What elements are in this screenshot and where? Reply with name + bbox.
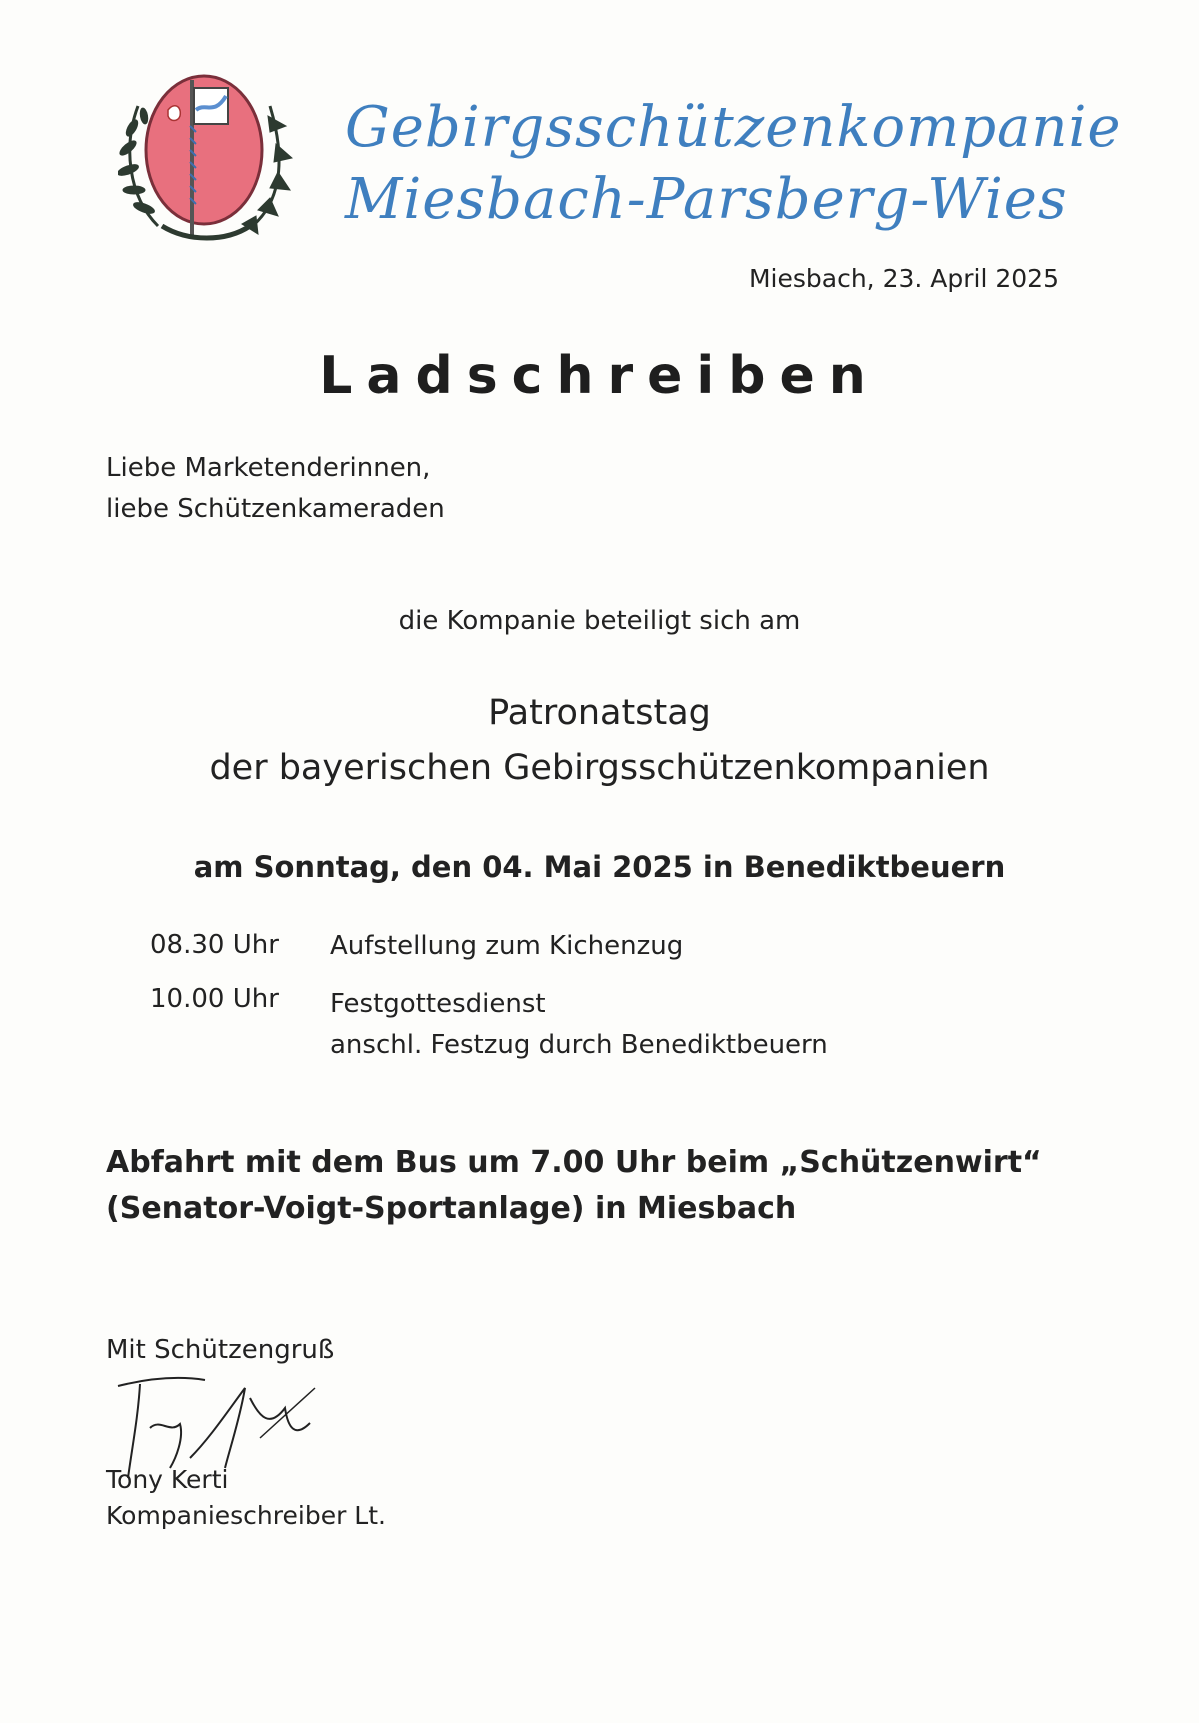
schedule-row xyxy=(150,930,828,962)
signer-role: Kompanieschreiber Lt. xyxy=(106,1501,386,1530)
greeting-line-1: Liebe Marketenderinnen, xyxy=(106,453,431,483)
departure-info xyxy=(106,1140,1042,1232)
signer-name: Tony Kerti xyxy=(106,1465,229,1494)
closing-greeting: Mit Schützengruß xyxy=(106,1335,335,1365)
organization-name xyxy=(345,92,1122,236)
event-name-line-1: Patronatstag xyxy=(488,693,711,733)
departure-line-1: Abfahrt mit dem Bus um 7.00 Uhr beim „Schützenwirt“ xyxy=(106,1145,1042,1180)
schedule-text-line: Festgottesdienst xyxy=(330,989,546,1019)
event-name-line-2: der bayerischen Gebirgsschützenkompanien xyxy=(209,748,990,788)
greeting xyxy=(106,448,445,530)
crest-flag-icon xyxy=(194,88,228,124)
document-title: Ladschreiben xyxy=(319,346,880,406)
departure-line-2: (Senator-Voigt-Sportanlage) in Miesbach xyxy=(106,1191,797,1226)
schedule-time: 08.30 Uhr xyxy=(150,930,279,960)
schedule-text-line-2: anschl. Festzug durch Benediktbeuern xyxy=(330,1030,828,1060)
schedule-time: 10.00 Uhr xyxy=(150,984,279,1014)
greeting-line-2: liebe Schützenkameraden xyxy=(106,494,445,524)
signer-block xyxy=(106,1462,386,1534)
event-name xyxy=(0,686,1199,796)
organization-name-line-1: Gebirgsschützenkompanie xyxy=(345,95,1122,160)
schedule xyxy=(150,930,828,1088)
schedule-row xyxy=(150,984,828,1066)
intro-text: die Kompanie beteiligt sich am xyxy=(398,606,801,636)
schedule-text xyxy=(330,984,828,1066)
letter-date: Miesbach, 23. April 2025 xyxy=(748,264,1059,293)
company-crest-logo xyxy=(118,66,293,244)
schedule-text xyxy=(330,930,683,962)
schedule-text-line: Aufstellung zum Kichenzug xyxy=(330,931,684,961)
organization-name-line-2: Miesbach-Parsberg-Wies xyxy=(345,167,1068,232)
event-date: am Sonntag, den 04. Mai 2025 in Benediktbeuern xyxy=(193,850,1006,884)
